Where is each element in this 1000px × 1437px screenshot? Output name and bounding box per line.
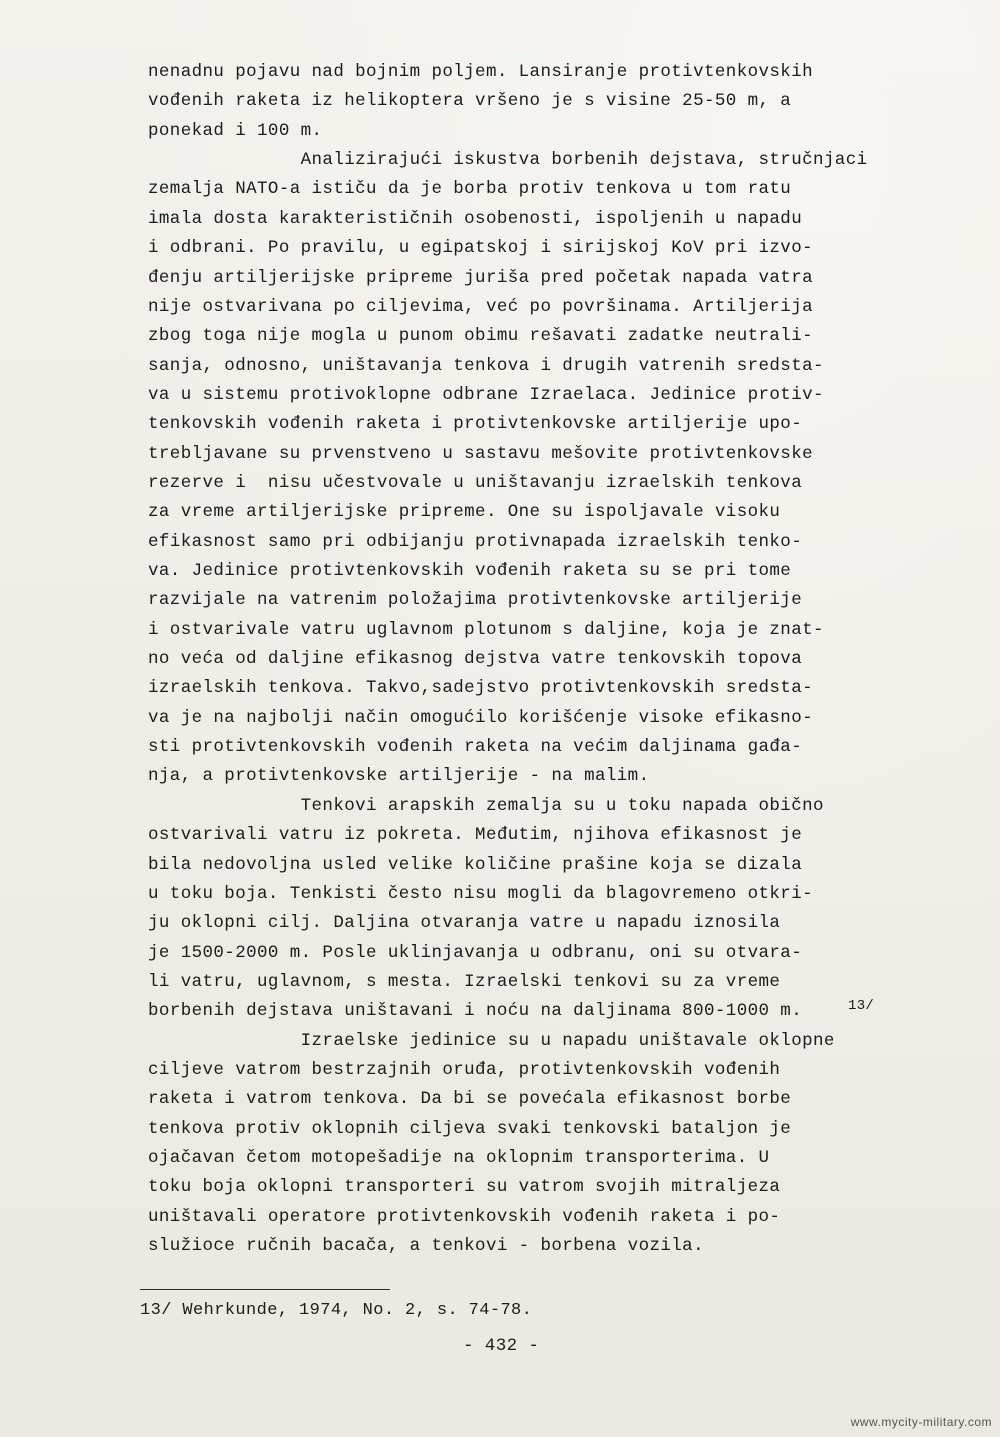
- text-line: trebljavane su prvenstveno u sastavu mešovite protivtenkovske: [148, 443, 814, 464]
- text-line: sti protivtenkovskih vođenih raketa na većim daljinama gađa-: [148, 737, 803, 758]
- text-line: va je na najbolji način omogućilo korišćenje visoke efikasno-: [148, 707, 814, 728]
- text-line: li vatru, uglavnom, s mesta. Izraelski tenkovi su za vreme: [148, 971, 781, 992]
- text-line: i ostvarivale vatru uglavnom plotunom s daljine, koja je znat-: [148, 619, 824, 640]
- text-line: Analizirajući iskustva borbenih dejstava, stručnjaci: [148, 150, 868, 171]
- text-line: va u sistemu protivoklopne odbrane Izraelaca. Jedinice protiv-: [148, 384, 824, 405]
- text-line: nja, a protivtenkovske artiljerije - na malim.: [148, 766, 650, 787]
- text-line: i odbrani. Po pravilu, u egipatskoj i sirijskoj KoV pri izvo-: [148, 238, 814, 259]
- text-line: toku boja oklopni transporteri su vatrom svojih mitraljeza: [148, 1177, 781, 1198]
- text-line: je 1500-2000 m. Posle uklinjavanja u odbranu, oni su otvara-: [148, 942, 803, 963]
- text-line: borbenih dejstava uništavani i noću na daljinama 800-1000 m.: [148, 1001, 803, 1022]
- text-line: Izraelske jedinice su u napadu uništavale oklopne: [148, 1030, 835, 1051]
- text-line: tenkova protiv oklopnih ciljeva svaki tenkovski bataljon je: [148, 1118, 792, 1139]
- text-line: nenadnu pojavu nad bojnim poljem. Lansiranje protivtenkovskih: [148, 62, 814, 82]
- footnote: 13/ Wehrkunde, 1974, No. 2, s. 74-78.: [140, 1301, 533, 1320]
- text-line: sanja, odnosno, uništavanja tenkova i drugih vatrenih sredsta-: [148, 355, 824, 376]
- text-line: služioce ručnih bacača, a tenkovi - borbena vozila.: [148, 1236, 704, 1256]
- text-line: bila nedovoljna usled velike količine prašine koja se dizala: [148, 854, 803, 875]
- text-line: ojačavan četom motopešadije na oklopnim transporterima. U: [148, 1148, 770, 1168]
- text-line: nije ostvarivana po ciljevima, već po površinama. Artiljerija: [148, 296, 814, 317]
- footnote-divider: [140, 1289, 390, 1290]
- text-line: uništavali operatore protivtenkovskih vođenih raketa i po-: [148, 1206, 781, 1227]
- text-line: Tenkovi arapskih zemalja su u toku napada obično: [148, 795, 824, 816]
- text-line: u toku boja. Tenkisti često nisu mogli da blagovremeno otkri-: [148, 883, 814, 904]
- text-line: ciljeve vatrom bestrzajnih oruđa, protivtenkovskih vođenih: [148, 1059, 781, 1080]
- text-line: va. Jedinice protivtenkovskih vođenih raketa su se pri tome: [148, 561, 792, 581]
- page-number: - 432 -: [463, 1336, 540, 1356]
- text-line: vođenih raketa iz helikoptera vršeno je s visine 25-50 m, a: [148, 91, 792, 112]
- text-line: ponekad i 100 m.: [148, 120, 323, 141]
- text-line: rezerve i nisu učestvovale u uništavanju izraelskih tenkova: [148, 472, 803, 493]
- text-line: tenkovskih vođenih raketa i protivtenkovske artiljerije upo-: [148, 414, 803, 435]
- footnote-marker: 13/: [848, 998, 875, 1014]
- text-line: raketa i vatrom tenkova. Da bi se povećala efikasnost borbe: [148, 1089, 792, 1110]
- text-line: ostvarivali vatru iz pokreta. Međutim, njihova efikasnost je: [148, 825, 803, 846]
- text-line: zemalja NATO-a ističu da je borba protiv tenkova u tom ratu: [148, 179, 792, 200]
- text-line: efikasnost samo pri odbijanju protivnapada izraelskih tenko-: [148, 531, 803, 552]
- text-line: izraelskih tenkova. Takvo,sadejstvo protivtenkovskih sredsta-: [148, 678, 814, 699]
- text-line: zbog toga nije mogla u punom obimu rešavati zadatke neutrali-: [148, 326, 814, 347]
- text-line: razvijale na vatrenim položajima protivtenkovske artiljerije: [148, 590, 803, 611]
- text-line: no veća od daljine efikasnog dejstva vatre tenkovskih topova: [148, 649, 803, 669]
- text-line: imala dosta karakterističnih osobenosti, ispoljenih u napadu: [148, 208, 803, 229]
- text-line: za vreme artiljerijske pripreme. One su ispoljavale visoku: [148, 502, 781, 523]
- text-line: ju oklopni cilj. Daljina otvaranja vatre u napadu iznosila: [148, 913, 781, 934]
- text-line: đenju artiljerijske pripreme juriša pred početak napada vatra: [148, 267, 814, 288]
- watermark: www.mycity-military.com: [850, 1415, 992, 1429]
